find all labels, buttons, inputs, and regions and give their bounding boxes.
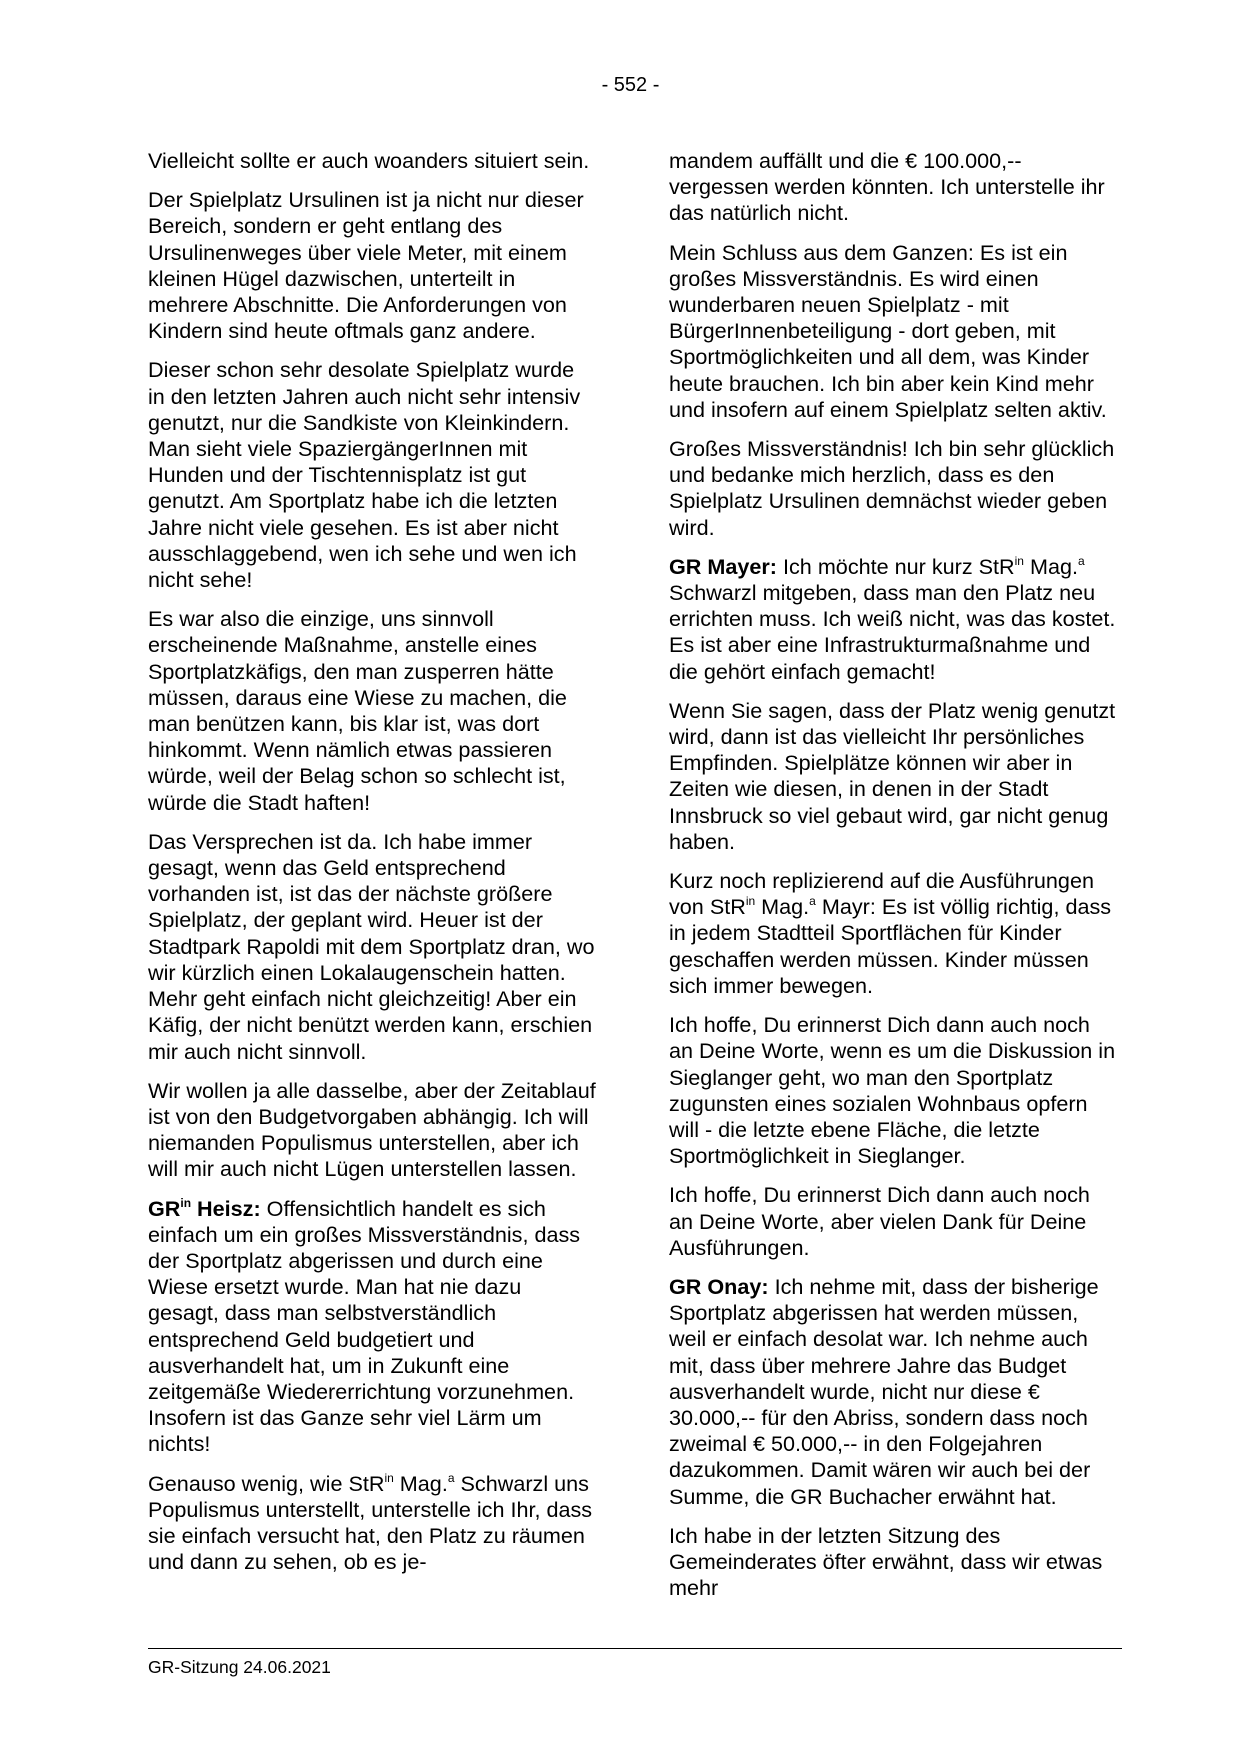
paragraph: Kurz noch replizierend auf die Ausführungen von StR$^{in}$ Mag.$^a$ Mayr: Es ist völlig richtig, dass in jedem Stadtteil Sportflächen für Kinder geschaffen werden müssen. Kinder müssen sich immer bewegen. — [669, 868, 1112, 998]
speaker-name: $GR^{in}$ Heisz: — [148, 1195, 261, 1221]
paragraph: Es war also die einzige, uns sinnvoll erscheinende Maßnahme, anstelle eines Sportplatzkäfigs, den man zusperren hätte müssen, daraus eine Wiese zu machen, die man benützen kann, bis klar ist, was dort hinkommt. Wenn nämlich etwas passieren würde, weil der Belag schon so schlecht ist, würde die Stadt haften! — [148, 606, 567, 815]
speaker-name: GR Onay: — [669, 1273, 769, 1299]
paragraph: Vielleicht sollte er auch woanders situiert sein. — [148, 148, 590, 173]
footer-divider — [148, 1648, 1122, 1649]
speaker-paragraph-heisz — [148, 1196, 596, 1458]
paragraph: Wir wollen ja alle dasselbe, aber der Zeitablauf ist von den Budgetvorgaben abhängig. Ich will niemanden Populismus unterstellen, aber ich will mir auch nicht Lügen unterstellen lassen. — [148, 1077, 596, 1182]
paragraph: Mein Schluss aus dem Ganzen: Es ist ein großes Missverständnis. Es wird einen wunderbaren neuen Spielplatz - mit BürgerInnenbeteiligung - dort geben, mit Sportmöglichkeiten und all dem, was Kinder heute brauchen. Ich bin aber kein Kind mehr und insofern auf einem Spielplatz selten aktiv. — [669, 239, 1107, 422]
paragraph: Ich habe in der letzten Sitzung des Gemeinderates öfter erwähnt, dass wir etwas mehr — [669, 1522, 1103, 1601]
right-column — [669, 148, 1117, 1614]
speech-text: Offensichtlich handelt es sich einfach um ein großes Missverständnis, dass der Sportplatz abgerissen und durch eine Wiese ersetzt wurde. Man hat nie dazu gesagt, dass man selbstverständlich entsprechend Geld budgetiert und ausverhandelt hat, um in Zukunft eine zeitgemäße Wiedererrichtung vorzunehmen. Insofern ist das Ganze sehr viel Lärm um nichts! — [148, 1195, 581, 1457]
speech-text: Ich nehme mit, dass der bisherige Sportplatz abgerissen hat werden müssen, weil er einfach desolat war. Ich nehme auch mit, dass über mehrere Jahre das Budget ausverhandelt wurde, nicht nur diese € 30.000,-- für den Abriss, sondern dass noch zweimal € 50.000,-- in den Folgejahren dazukommen. Damit wären wir auch bei der Summe, die GR Buchacher erwähnt hat. — [669, 1273, 1099, 1509]
paragraph: Wenn Sie sagen, dass der Platz wenig genutzt wird, dann ist das vielleicht Ihr persönliches Empfinden. Spielplätze können wir aber in Zeiten wie diesen, in denen in der Stadt Innsbruck so viel gebaut wird, gar nicht genug haben. — [669, 697, 1116, 854]
paragraph: Genauso wenig, wie StR$^{in}$ Mag.$^a$ Schwarzl uns Populismus unterstellt, unterstelle ich Ihr, dass sie einfach versucht hat, den Platz zu räumen und dann zu sehen, ob es je- — [148, 1470, 593, 1575]
paragraph: Dieser schon sehr desolate Spielplatz wurde in den letzten Jahren auch nicht sehr intensiv genutzt, nur die Sandkiste von Kleinkindern. Man sieht viele SpaziergängerInnen mit Hunden und der Tischtennisplatz ist gut genutzt. Am Sportplatz habe ich die letzten Jahre nicht viele gesehen. Es ist aber nicht ausschlaggebend, wen ich sehe und wen ich nicht sehe! — [148, 357, 581, 593]
page-number: - 552 - — [601, 74, 660, 96]
left-column — [148, 148, 596, 1588]
speaker-paragraph-onay — [669, 1274, 1117, 1510]
speaker-paragraph-mayer: GR Mayer: Ich möchte nur kurz StR$^{in}$ Mag.$^a$ Schwarzl mitgeben, dass man den Platz neu errichten muss. Ich weiß nicht, was das kostet. Es ist aber eine Infrastrukturmaßnahme und die gehört einfach gemacht! — [669, 553, 1116, 684]
paragraph: mandem auffällt und die € 100.000,-- vergessen werden könnten. Ich unterstelle ihr das natürlich nicht. — [669, 148, 1105, 226]
paragraph: Das Versprechen ist da. Ich habe immer gesagt, wenn das Geld entsprechend vorhanden ist, ist das der nächste größere Spielplatz, der geplant wird. Heuer ist der Stadtpark Rapoldi mit dem Sportplatz dran, wo wir kürzlich einen Lokalaugenschein hatten. Mehr geht einfach nicht gleichzeitig! Aber ein Käfig, der nicht benützt werden kann, erschien mir auch nicht sinnvoll. — [148, 828, 595, 1064]
speaker-name: GR Mayer: — [669, 553, 778, 579]
paragraph: Ich hoffe, Du erinnerst Dich dann auch noch an Deine Worte, wenn es um die Diskussion in Sieglanger geht, wo man den Sportplatz zugunsten eines sozialen Wohnbaus opfern will - die letzte ebene Fläche, die letzte Sportmöglichkeit in Sieglanger. — [669, 1012, 1116, 1169]
paragraph: Der Spielplatz Ursulinen ist ja nicht nur dieser Bereich, sondern er geht entlang des Ursulinenweges über viele Meter, mit einem kleinen Hügel dazwischen, unterteilt in mehrere Abschnitte. Die Anforderungen von Kindern sind heute oftmals ganz andere. — [148, 187, 584, 344]
paragraph: Ich hoffe, Du erinnerst Dich dann auch noch an Deine Worte, aber vielen Dank für Deine Ausführungen. — [669, 1182, 1090, 1260]
paragraph: Großes Missverständnis! Ich bin sehr glücklich und bedanke mich herzlich, dass es den Spielplatz Ursulinen demnächst wieder geben wird. — [669, 436, 1115, 540]
footer-session-date: GR-Sitzung 24.06.2021 — [148, 1657, 331, 1677]
